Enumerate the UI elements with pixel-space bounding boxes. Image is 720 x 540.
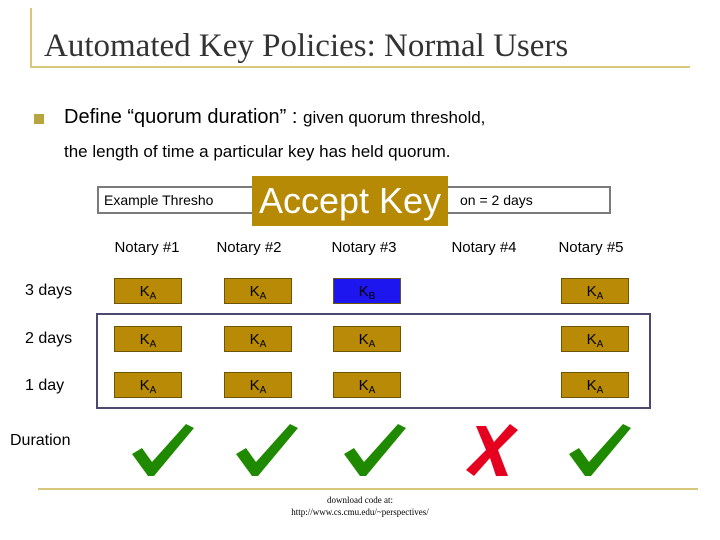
key-letter: K <box>358 377 369 394</box>
notary-header-2: Notary #2 <box>216 239 282 256</box>
notary-header-4: Notary #4 <box>451 239 517 256</box>
footer-rule <box>38 488 698 490</box>
key-subscript: A <box>368 339 376 350</box>
key-subscript: A <box>596 291 604 302</box>
key-letter: K <box>358 283 369 300</box>
bullet-text-main: Define “quorum duration” : <box>64 106 304 128</box>
key-cell <box>224 278 292 304</box>
accept-key-overlay: Accept Key <box>252 176 448 226</box>
key-cell <box>561 326 629 352</box>
key-cell <box>114 278 182 304</box>
check-icon <box>128 420 198 480</box>
key-subscript: B <box>368 291 376 302</box>
example-threshold-text-right: on = 2 days <box>460 192 533 208</box>
row-label-2-days: 2 days <box>25 330 73 347</box>
row-label-3-days: 3 days <box>25 282 73 299</box>
key-letter: K <box>586 377 597 394</box>
key-cell <box>224 326 292 352</box>
check-icon <box>232 420 302 480</box>
key-subscript: A <box>596 339 604 350</box>
download-note <box>230 494 490 518</box>
key-cell <box>561 278 629 304</box>
key-subscript: A <box>596 385 604 396</box>
download-line-1: download code at: <box>327 495 393 505</box>
key-cell <box>333 278 401 304</box>
row-label-1-day: 1 day <box>25 377 65 394</box>
key-letter: K <box>249 331 260 348</box>
check-icon <box>565 420 635 480</box>
key-cell <box>224 372 292 398</box>
notary-header-1: Notary #1 <box>114 239 180 256</box>
key-subscript: A <box>149 291 157 302</box>
key-cell <box>333 372 401 398</box>
bullet-text-rest: given quorum threshold, <box>303 108 486 127</box>
title-underline <box>30 66 690 68</box>
key-cell <box>114 326 182 352</box>
cross-icon <box>458 420 528 480</box>
key-letter: K <box>586 331 597 348</box>
key-letter: K <box>586 283 597 300</box>
title-accent-line <box>30 8 32 66</box>
key-cell <box>333 326 401 352</box>
key-cell <box>561 372 629 398</box>
key-subscript: A <box>149 385 157 396</box>
key-subscript: A <box>368 385 376 396</box>
key-letter: K <box>249 283 260 300</box>
bullet-text <box>64 106 485 129</box>
notary-header-5: Notary #5 <box>558 239 624 256</box>
check-icon <box>340 420 410 480</box>
key-subscript: A <box>149 339 157 350</box>
key-letter: K <box>139 283 150 300</box>
key-letter: K <box>139 377 150 394</box>
key-cell <box>114 372 182 398</box>
duration-label: Duration <box>10 432 71 449</box>
key-letter: K <box>139 331 150 348</box>
notary-header-3: Notary #3 <box>331 239 397 256</box>
example-threshold-text-left: Example Thresho <box>104 192 214 208</box>
key-subscript: A <box>259 291 267 302</box>
key-subscript: A <box>259 385 267 396</box>
key-subscript: A <box>259 339 267 350</box>
slide-title: Automated Key Policies: Normal Users <box>44 28 569 64</box>
bullet-text-line2: the length of time a particular key has held quorum. <box>64 142 451 161</box>
key-letter: K <box>358 331 369 348</box>
bullet-square-icon <box>34 114 44 124</box>
key-letter: K <box>249 377 260 394</box>
download-url: http://www.cs.cmu.edu/~perspectives/ <box>291 507 429 517</box>
